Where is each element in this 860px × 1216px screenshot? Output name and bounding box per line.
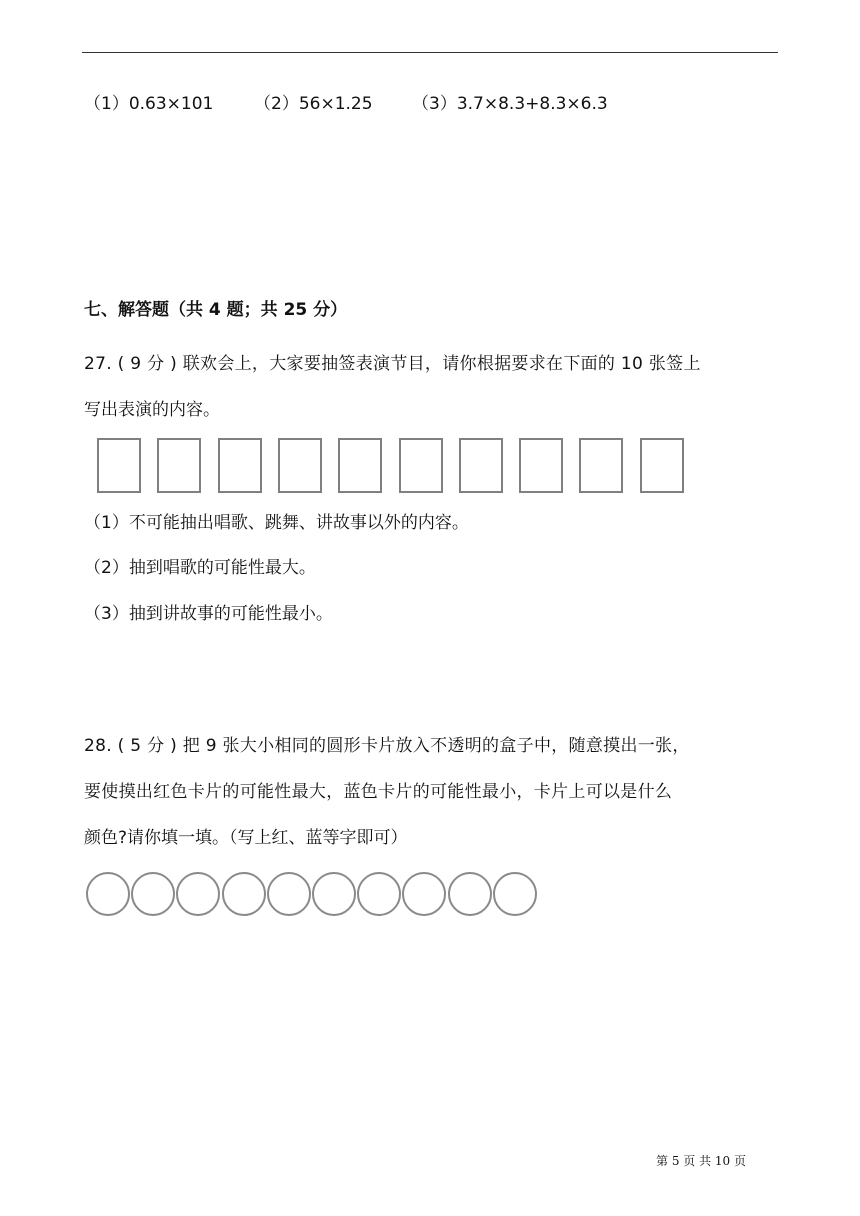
calc-item-3: （3）3.7×8.3+8.3×6.3 bbox=[412, 94, 608, 114]
circle-card[interactable] bbox=[357, 872, 401, 916]
q27-text-line-1: 27. ( 9 分 ) 联欢会上，大家要抽签表演节目，请你根据要求在下面的 10 张签上 bbox=[84, 354, 701, 374]
circle-card[interactable] bbox=[448, 872, 492, 916]
circle-card[interactable] bbox=[131, 872, 175, 916]
circle-card[interactable] bbox=[86, 872, 130, 916]
circle-card[interactable] bbox=[493, 872, 537, 916]
circle-card[interactable] bbox=[222, 872, 266, 916]
circle-card[interactable] bbox=[402, 872, 446, 916]
q28-text-line-3: 颜色?请你填一填。（写上红、蓝等字即可） bbox=[84, 828, 408, 848]
lottery-slip-box[interactable] bbox=[579, 438, 623, 493]
circle-card[interactable] bbox=[312, 872, 356, 916]
lottery-slip-box[interactable] bbox=[278, 438, 322, 493]
lottery-slip-box[interactable] bbox=[399, 438, 443, 493]
lottery-slip-box[interactable] bbox=[640, 438, 684, 493]
q27-condition-3: （3）抽到讲故事的可能性最小。 bbox=[84, 604, 333, 624]
lottery-slip-box[interactable] bbox=[459, 438, 503, 493]
q27-text-line-2: 写出表演的内容。 bbox=[84, 400, 220, 420]
lottery-slip-box[interactable] bbox=[157, 438, 201, 493]
q28-text-line-2: 要使摸出红色卡片的可能性最大，蓝色卡片的可能性最小，卡片上可以是什么 bbox=[84, 782, 673, 802]
calc-item-1: （1）0.63×101 bbox=[84, 94, 214, 114]
circle-card[interactable] bbox=[267, 872, 311, 916]
lottery-slip-box[interactable] bbox=[338, 438, 382, 493]
lottery-slip-box[interactable] bbox=[519, 438, 563, 493]
q27-condition-1: （1）不可能抽出唱歌、跳舞、讲故事以外的内容。 bbox=[84, 513, 469, 533]
lottery-slip-box[interactable] bbox=[218, 438, 262, 493]
q27-condition-2: （2）抽到唱歌的可能性最大。 bbox=[84, 558, 316, 578]
calc-item-2: （2）56×1.25 bbox=[254, 94, 373, 114]
lottery-slip-box[interactable] bbox=[97, 438, 141, 493]
circle-card[interactable] bbox=[176, 872, 220, 916]
header-rule bbox=[82, 52, 778, 53]
q28-text-line-1: 28. ( 5 分 ) 把 9 张大小相同的圆形卡片放入不透明的盒子中，随意摸出一张， bbox=[84, 736, 690, 756]
section-title: 七、解答题（共 4 题；共 25 分） bbox=[84, 300, 348, 320]
page-footer: 第 5 页 共 10 页 bbox=[656, 1154, 746, 1168]
